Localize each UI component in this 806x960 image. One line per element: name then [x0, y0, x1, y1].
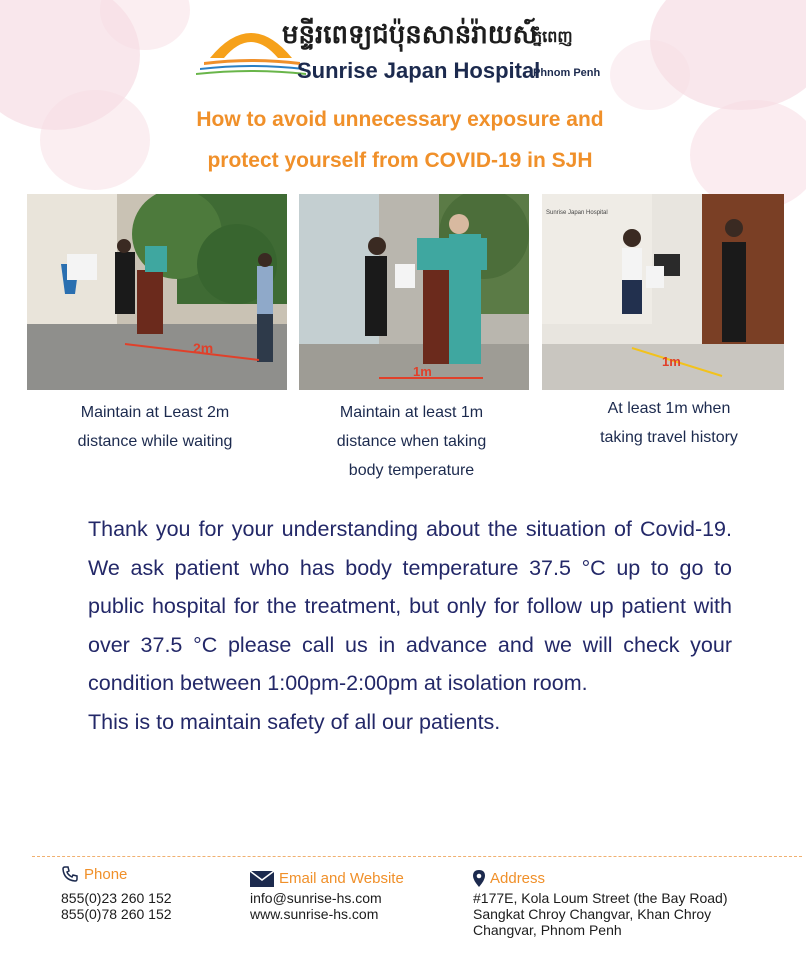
khmer-hospital-name: មន្ទីរពេទ្យជប៉ុនសាន់រ៉ាយស៍ — [282, 20, 538, 50]
location-pin-icon — [473, 870, 485, 887]
photo-temperature-distance — [299, 194, 529, 390]
footer-divider — [32, 856, 802, 857]
phone-number-1[interactable]: 855(0)23 260 152 — [61, 890, 172, 906]
distance-label-2m: 2m — [193, 340, 214, 356]
phone-icon — [62, 866, 78, 882]
notice-body — [88, 510, 732, 741]
distance-label-1m-history: 1m — [662, 354, 681, 369]
photo-temperature-illustration — [299, 194, 529, 390]
caption-line: body temperature — [348, 462, 475, 479]
caption-line: At least 1m when — [607, 400, 731, 417]
caption-line: distance when taking — [336, 433, 487, 450]
caption-line: Maintain at Least 2m — [80, 404, 230, 421]
photo-wall-sign: Sunrise Japan Hospital — [546, 210, 608, 216]
email-label: Email and Website — [279, 870, 404, 887]
caption-line: Maintain at least 1m — [339, 404, 484, 421]
address-line-1: #177E, Kola Loum Street (the Bay Road) — [473, 890, 728, 906]
brand-name: Sunrise Japan Hospital — [297, 58, 541, 83]
photo-travel-history-distance — [542, 194, 784, 390]
distance-label-1m-temperature: 1m — [413, 364, 432, 379]
caption-line: distance while waiting — [77, 433, 233, 450]
caption-waiting — [27, 398, 283, 456]
address-line-2: Sangkat Chroy Changvar, Khan Chroy — [473, 906, 712, 922]
address-line-3: Changvar, Phnom Penh — [473, 922, 622, 938]
website-url[interactable]: www.sunrise-hs.com — [250, 906, 379, 922]
notice-paragraph: Thank you for your understanding about the situation of Covid-19. We ask patient who has body temperature 37.5 °C up to go to public hospital for the treatment, but only for follow up patient with over 37.5 °C please call us in advance and we will check your condition between 1:00pm-2:00pm at isolation room. — [88, 517, 732, 695]
brand-city: Phnom Penh — [533, 67, 601, 79]
address-label: Address — [490, 870, 546, 887]
caption-travel-history — [542, 394, 796, 452]
khmer-city-name: ភ្នំពេញ — [532, 27, 573, 46]
envelope-icon — [250, 871, 274, 887]
photo-waiting-illustration — [27, 194, 287, 390]
email-address[interactable]: info@sunrise-hs.com — [250, 890, 382, 906]
headline-line-2: protect yourself from COVID-19 in SJH — [207, 149, 593, 172]
caption-temperature — [299, 398, 524, 485]
notice-closing: This is to maintain safety of all our patients. — [88, 709, 501, 734]
caption-line: taking travel history — [600, 429, 738, 446]
photo-waiting-distance — [27, 194, 287, 390]
phone-number-2[interactable]: 855(0)78 260 152 — [61, 906, 172, 922]
phone-label: Phone — [84, 866, 128, 883]
headline-line-1: How to avoid unnecessary exposure and — [196, 108, 604, 131]
